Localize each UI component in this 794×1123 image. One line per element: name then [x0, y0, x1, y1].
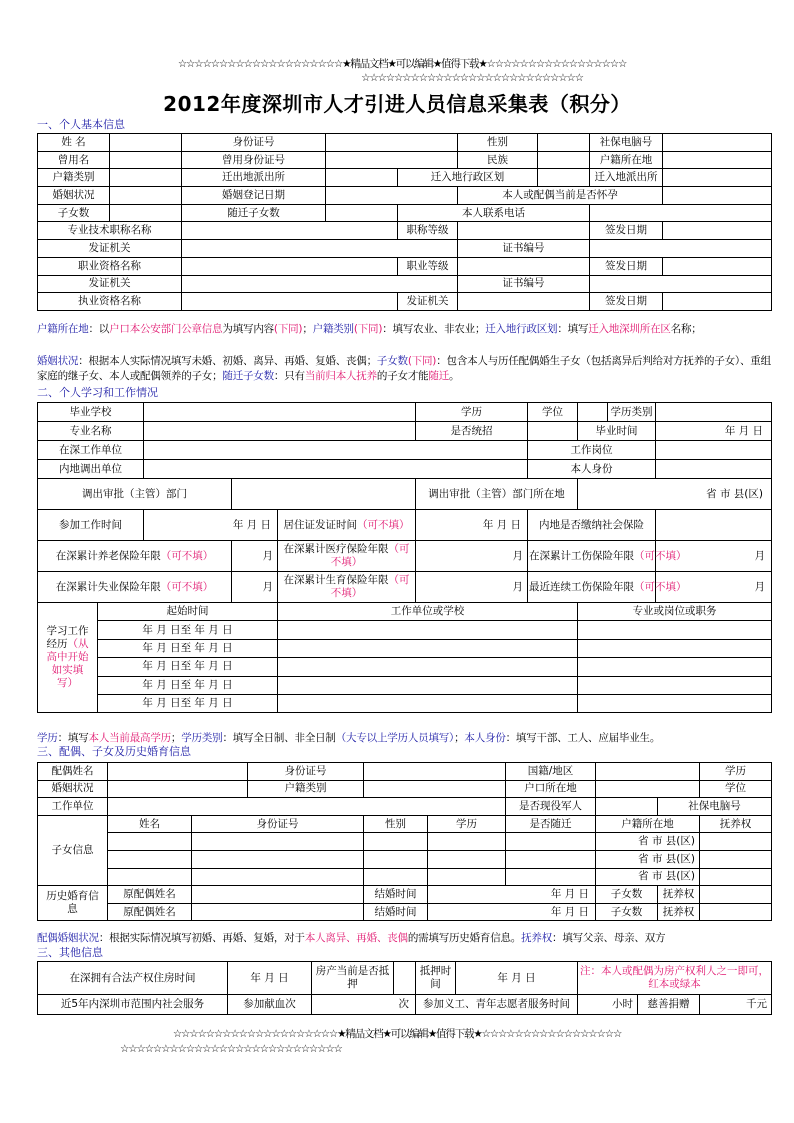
input-donate[interactable]: 千元 [700, 995, 772, 1015]
label-ex-kids: 子女数 [596, 903, 658, 921]
input-spouse-hukou-type[interactable] [364, 780, 506, 798]
bottom-banner: ☆☆☆☆☆☆☆☆☆☆☆☆☆☆☆☆☆☆☆☆★精品文档★可以编辑★值得下载★☆☆☆☆☆☆☆☆☆☆☆☆☆☆☆☆☆ [172, 1028, 622, 1040]
input-practice-date[interactable] [663, 293, 772, 311]
top-banner-2: ☆☆☆☆☆☆☆☆☆☆☆☆☆☆☆☆☆☆☆☆☆☆☆☆☆☆☆ [361, 72, 583, 84]
label-former-name: 曾用名 [38, 151, 110, 169]
input-former-name[interactable] [110, 151, 182, 169]
history-post[interactable] [578, 676, 772, 694]
input-school[interactable] [144, 403, 416, 422]
input-marry-time[interactable]: 年 月 日 [428, 903, 596, 921]
child-sex[interactable] [364, 868, 428, 886]
child-hukou[interactable]: 省 市 县(区) [596, 868, 700, 886]
label-ex-kids: 子女数 [596, 886, 658, 904]
label-marry-time: 结婚时间 [364, 886, 428, 904]
input-spouse-id[interactable] [364, 763, 506, 781]
input-marry-time[interactable]: 年 月 日 [428, 886, 596, 904]
label-inland-ins: 内地是否缴纳社会保险 [528, 510, 656, 541]
input-post[interactable] [656, 441, 772, 460]
section-4-heading: 三、其他信息 [37, 946, 103, 959]
label-qual-date: 签发日期 [590, 257, 663, 275]
input-medical[interactable]: 月 [416, 541, 528, 572]
label-school: 毕业学校 [38, 403, 144, 422]
label-major: 专业名称 [38, 422, 144, 441]
label-soldier: 是否现役军人 [506, 798, 596, 816]
section-2-heading: 二、个人学习和工作情况 [37, 386, 158, 399]
input-ex-name[interactable] [192, 903, 364, 921]
label-ex-custody: 抚养权 [658, 903, 700, 921]
child-sex[interactable] [364, 850, 428, 868]
input-ex-custody[interactable] [700, 903, 772, 921]
child-sex[interactable] [364, 833, 428, 851]
label-grad-time: 毕业时间 [578, 422, 656, 441]
input-pledge-date[interactable]: 年 月 日 [456, 962, 578, 995]
label-child-follow: 是否随迁 [506, 815, 596, 833]
label-authority: 发证机关 [38, 240, 182, 258]
label-unit-school: 工作单位或学校 [278, 603, 578, 621]
note-house: 注：本人或配偶为房产权利人之一即可，红本或绿本 [578, 962, 772, 995]
child-custody[interactable] [700, 868, 772, 886]
child-name[interactable] [108, 833, 192, 851]
history-range[interactable]: 年 月 日至 年 月 日 [98, 639, 278, 657]
label-social: 社保电脑号 [590, 134, 663, 152]
input-social[interactable] [663, 134, 772, 152]
label-child-id: 身份证号 [192, 815, 364, 833]
label-spouse-hukou-type: 户籍类别 [248, 780, 364, 798]
label-spouse-social: 社保电脑号 [658, 798, 772, 816]
child-edu[interactable] [428, 868, 506, 886]
label-unemp: 在深累计失业保险年限（可不填） [38, 572, 232, 603]
child-follow[interactable] [506, 868, 596, 886]
label-post: 工作岗位 [528, 441, 656, 460]
label-marriage-history: 历史婚育信息 [38, 886, 108, 921]
input-recent-injury[interactable]: 月 [656, 572, 772, 603]
input-approval-loc[interactable]: 省 市 县(区) [578, 479, 772, 510]
page-title: 2012年度深圳市人才引进人员信息采集表（积分） [163, 92, 631, 116]
label-history: 学习工作经历（从高中开始如实填写） [38, 603, 98, 713]
input-house-date[interactable]: 年 月 日 [228, 962, 312, 995]
child-id[interactable] [192, 833, 364, 851]
label-spouse-unit: 工作单位 [38, 798, 108, 816]
label-title: 专业技术职称名称 [38, 222, 182, 240]
label-identity: 本人身份 [528, 460, 656, 479]
label-ex-name: 原配偶姓名 [108, 903, 192, 921]
input-hukou-loc[interactable] [663, 151, 772, 169]
label-mortgage: 房产当前是否抵押 [312, 962, 394, 995]
label-approval: 调出审批（主管）部门 [38, 479, 232, 510]
history-unit[interactable] [278, 658, 578, 676]
input-former-id[interactable] [326, 151, 458, 169]
input-follow-children[interactable] [326, 204, 398, 222]
input-inland-ins[interactable] [656, 510, 772, 541]
input-inland-unit[interactable] [144, 460, 528, 479]
input-ex-custody[interactable] [700, 886, 772, 904]
label-child-name: 姓名 [108, 815, 192, 833]
label-in-police: 迁入地派出所 [590, 169, 663, 187]
label-practice: 执业资格名称 [38, 293, 182, 311]
input-practice[interactable] [182, 293, 398, 311]
label-medical: 在深累计医疗保险年限（可不填） [278, 541, 416, 572]
input-spouse-hukou-loc[interactable] [596, 780, 700, 798]
child-custody[interactable] [700, 850, 772, 868]
child-edu[interactable] [428, 850, 506, 868]
label-marriage-date: 婚姻登记日期 [182, 187, 326, 205]
label-unified: 是否统招 [416, 422, 528, 441]
note-1: 户籍所在地：以户口本公安部门公章信息为填写内容(下同)；户籍类别(下同)：填写农业、非农业；迁入地行政区划：填写迁入地深圳所在区名称； [37, 323, 702, 335]
label-cert-no: 证书编号 [458, 240, 590, 258]
label-degree: 学位 [528, 403, 578, 422]
input-practice-auth[interactable] [458, 293, 590, 311]
input-unemp[interactable]: 月 [232, 572, 278, 603]
input-cert-no-2[interactable] [590, 275, 772, 293]
note-4: 配偶婚姻状况：根据实际情况填写初婚、再婚、复婚，对于本人离异、再婚、丧偶的需填写历史婚育信息。抚养权：填写父亲、母亲、双方 [37, 932, 666, 944]
input-edu-type[interactable] [656, 403, 772, 422]
input-major[interactable] [144, 422, 416, 441]
label-marital: 婚姻状况 [38, 187, 110, 205]
input-title-level[interactable] [458, 222, 590, 240]
label-volunteer: 参加义工、青年志愿者服务时间 [416, 995, 578, 1015]
label-edu-type: 学历类别 [608, 403, 656, 422]
bottom-banner-2: ☆☆☆☆☆☆☆☆☆☆☆☆☆☆☆☆☆☆☆☆☆☆☆☆☆☆☆ [120, 1043, 342, 1055]
input-unified[interactable] [528, 422, 578, 441]
input-authority[interactable] [182, 240, 458, 258]
child-hukou[interactable]: 省 市 县(区) [596, 850, 700, 868]
child-id[interactable] [192, 868, 364, 886]
other-info-table [37, 961, 772, 1015]
history-unit[interactable] [278, 621, 578, 639]
input-nation[interactable] [596, 763, 700, 781]
input-in-district[interactable] [538, 169, 590, 187]
personal-info-table [37, 133, 772, 311]
study-work-table [37, 402, 772, 713]
history-post[interactable] [578, 639, 772, 657]
input-authority-2[interactable] [182, 275, 458, 293]
label-pregnant: 本人或配偶当前是否怀孕 [458, 187, 663, 205]
input-pregnant[interactable] [663, 187, 772, 205]
history-range[interactable]: 年 月 日至 年 月 日 [98, 694, 278, 712]
child-name[interactable] [108, 850, 192, 868]
label-child-sex: 性别 [364, 815, 428, 833]
input-spouse-marital[interactable] [108, 780, 248, 798]
input-cert-no[interactable] [590, 240, 772, 258]
label-inland-unit: 内地调出单位 [38, 460, 144, 479]
label-spouse-degree: 学位 [700, 780, 772, 798]
input-spouse-unit[interactable] [108, 798, 506, 816]
label-children: 子女数 [38, 204, 110, 222]
input-volunteer[interactable]: 小时 [578, 995, 638, 1015]
label-spouse-edu: 学历 [700, 763, 772, 781]
label-ex-custody: 抚养权 [658, 886, 700, 904]
label-start-end: 起始时间 [98, 603, 278, 621]
label-child-hukou: 户籍所在地 [596, 815, 700, 833]
label-hukou-loc: 户籍所在地 [590, 151, 663, 169]
label-out-police: 迁出地派出所 [182, 169, 326, 187]
input-birth[interactable]: 月 [416, 572, 528, 603]
history-range[interactable]: 年 月 日至 年 月 日 [98, 658, 278, 676]
history-range[interactable]: 年 月 日至 年 月 日 [98, 621, 278, 639]
top-banner: ☆☆☆☆☆☆☆☆☆☆☆☆☆☆☆☆☆☆☆☆★精品文档★可以编辑★值得下载★☆☆☆☆☆☆☆☆☆☆☆☆☆☆☆☆☆ [177, 58, 627, 70]
label-major-post: 专业或岗位或职务 [578, 603, 772, 621]
input-mortgage[interactable] [394, 962, 416, 995]
input-blood[interactable]: 次 [312, 995, 416, 1015]
child-custody[interactable] [700, 833, 772, 851]
label-qualification: 职业资格名称 [38, 257, 182, 275]
label-hukou-type: 户籍类别 [38, 169, 110, 187]
label-sex: 性别 [458, 134, 538, 152]
label-spouse-id: 身份证号 [248, 763, 364, 781]
label-child-custody: 抚养权 [700, 815, 772, 833]
input-sz-unit[interactable] [144, 441, 528, 460]
input-qualification[interactable] [182, 257, 398, 275]
label-nation: 国籍/地区 [506, 763, 596, 781]
label-approval-loc: 调出审批（主管）部门所在地 [416, 479, 578, 510]
input-marital[interactable] [110, 187, 182, 205]
label-injury: 在深累计工伤保险年限（可不填） [528, 541, 656, 572]
label-follow-children: 随迁子女数 [182, 204, 326, 222]
child-hukou[interactable]: 省 市 县(区) [596, 833, 700, 851]
label-qual-level: 职业等级 [398, 257, 458, 275]
history-post[interactable] [578, 658, 772, 676]
label-pledge: 抵押时间 [416, 962, 456, 995]
input-hukou-type[interactable] [110, 169, 182, 187]
input-out-police[interactable] [326, 169, 398, 187]
section-3-heading: 三、配偶、子女及历史婚育信息 [37, 745, 191, 758]
label-birth: 在深累计生育保险年限（可不填） [278, 572, 416, 603]
child-name[interactable] [108, 868, 192, 886]
label-phone: 本人联系电话 [398, 204, 590, 222]
input-ex-name[interactable] [192, 886, 364, 904]
note-3: 学历：填写本人当前最高学历；学历类别：填写全日制、非全日制（大专以上学历人员填写）；本人身份：填写干部、工人、应届毕业生。 [37, 732, 661, 744]
label-title-level: 职称等级 [398, 222, 458, 240]
input-ethnic[interactable] [538, 151, 590, 169]
input-soldier[interactable] [596, 798, 658, 816]
note-2: 婚姻状况：根据本人实际情况填写未婚、初婚、离异、再婚、复婚、丧偶；子女数(下同)：包含本人与历任配偶婚生子女（包括离异后判给对方抚养的子女）、重组家庭的继子女、本人或配偶领养的子女；随迁子女数：只有当前归本人抚养的子女才能随迁。 [37, 355, 771, 382]
label-in-district: 迁入地行政区划 [398, 169, 538, 187]
input-qual-date[interactable] [663, 257, 772, 275]
child-follow[interactable] [506, 850, 596, 868]
input-pension[interactable]: 月 [232, 541, 278, 572]
child-edu[interactable] [428, 833, 506, 851]
input-work-start[interactable]: 年 月 日 [144, 510, 278, 541]
label-sz-unit: 在深工作单位 [38, 441, 144, 460]
child-id[interactable] [192, 850, 364, 868]
history-post[interactable] [578, 694, 772, 712]
label-recent-injury: 最近连续工伤保险年限（可不填） [528, 572, 656, 603]
label-spouse-marital: 婚姻状况 [38, 780, 108, 798]
label-authority-2: 发证机关 [38, 275, 182, 293]
input-spouse-name[interactable] [108, 763, 248, 781]
input-identity[interactable] [656, 460, 772, 479]
input-name[interactable] [110, 134, 182, 152]
input-sex[interactable] [538, 134, 590, 152]
label-spouse-hukou-loc: 户口所在地 [506, 780, 596, 798]
history-unit[interactable] [278, 694, 578, 712]
label-house: 在深拥有合法产权住房时间 [38, 962, 228, 995]
label-cert-no-2: 证书编号 [458, 275, 590, 293]
input-qual-level[interactable] [458, 257, 590, 275]
label-spouse-name: 配偶姓名 [38, 763, 108, 781]
history-unit[interactable] [278, 639, 578, 657]
label-pension: 在深累计养老保险年限（可不填） [38, 541, 232, 572]
input-children[interactable] [110, 204, 182, 222]
label-marry-time: 结婚时间 [364, 903, 428, 921]
history-range[interactable]: 年 月 日至 年 月 日 [98, 676, 278, 694]
label-former-id: 曾用身份证号 [182, 151, 326, 169]
label-ethnic: 民族 [458, 151, 538, 169]
input-issue-date[interactable] [663, 222, 772, 240]
input-in-police[interactable] [663, 169, 772, 187]
label-id: 身份证号 [182, 134, 326, 152]
label-ex-name: 原配偶姓名 [108, 886, 192, 904]
input-id[interactable] [326, 134, 458, 152]
label-social-service: 近5年内深圳市范围内社会服务 [38, 995, 228, 1015]
input-title[interactable] [182, 222, 398, 240]
history-unit[interactable] [278, 676, 578, 694]
input-grad-time[interactable]: 年 月 日 [656, 422, 772, 441]
label-child-edu: 学历 [428, 815, 506, 833]
section-1-heading: 一、个人基本信息 [37, 118, 125, 131]
label-blood: 参加献血次 [228, 995, 312, 1015]
label-residence: 居住证发证时间（可不填） [278, 510, 416, 541]
label-issue-date: 签发日期 [590, 222, 663, 240]
label-name: 姓 名 [38, 134, 110, 152]
label-children-info: 子女信息 [38, 815, 108, 885]
label-donate: 慈善捐赠 [638, 995, 700, 1015]
input-marriage-date[interactable] [326, 187, 458, 205]
label-work-start: 参加工作时间 [38, 510, 144, 541]
input-residence[interactable]: 年 月 日 [416, 510, 528, 541]
input-injury[interactable]: 月 [656, 541, 772, 572]
input-phone[interactable] [590, 204, 772, 222]
input-degree[interactable] [578, 403, 608, 422]
label-practice-auth: 发证机关 [398, 293, 458, 311]
child-follow[interactable] [506, 833, 596, 851]
input-approval[interactable] [232, 479, 416, 510]
label-edu: 学历 [416, 403, 528, 422]
label-practice-date: 签发日期 [590, 293, 663, 311]
family-table [37, 762, 772, 921]
history-post[interactable] [578, 621, 772, 639]
